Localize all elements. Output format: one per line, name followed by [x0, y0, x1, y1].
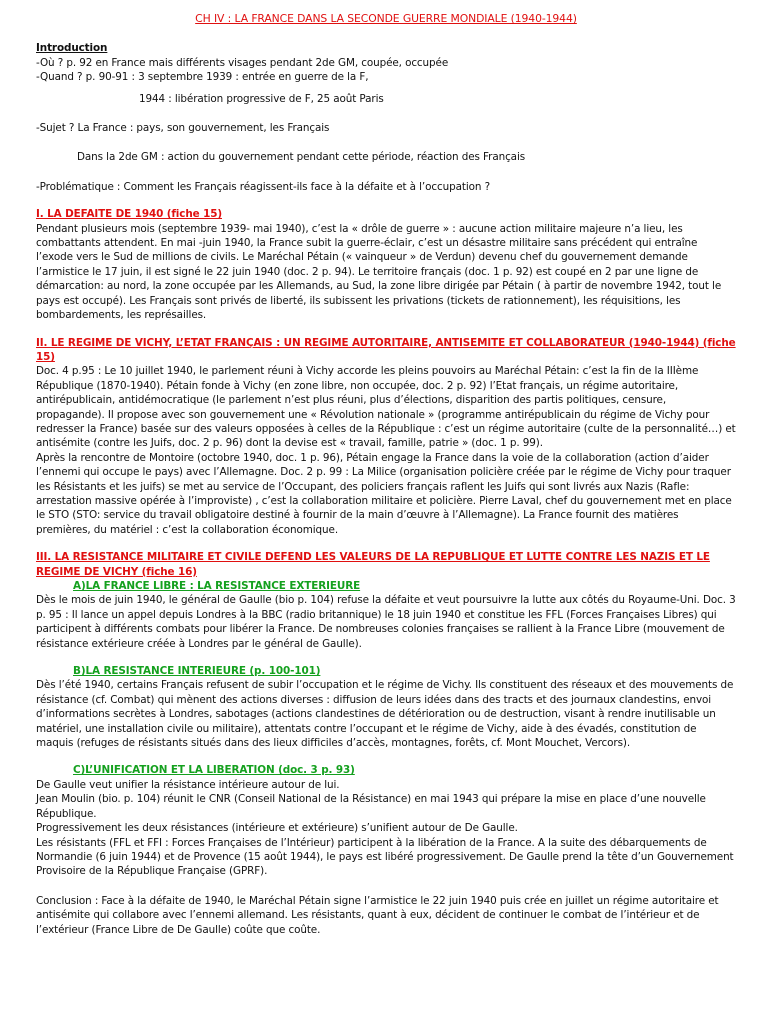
section-3a-body: Dès le mois de juin 1940, le général de Gaulle (bio p. 104) refuse la défaite et veut poursuivre la lutte aux côtés du Royaume-Uni. Doc. 3 p. 95 : Il lance un appel depuis Londres à la BBC (radio britannique) le 18 juin 1940 et constitue les FFL (Forces Françaises Libres) qui participent à différents combats pour libérer la France. De nombreuses colonies françaises se rallient à la France Libre (mouvement de résistance extérieure créée à Londres par le général de Gaulle). [36, 594, 736, 650]
section-3-title: III. LA RESISTANCE MILITAIRE ET CIVILE DEFEND LES VALEURS DE LA REPUBLIQUE ET LUTTE CONTRE LES NAZIS ET LE REGIME DE VICHY (fiche 16) [36, 551, 710, 578]
intro-heading: Introduction [36, 42, 108, 55]
section-2-title: II. LE REGIME DE VICHY, L’ETAT FRANÇAIS : UN REGIME AUTORITAIRE, ANTISEMITE ET COLLABORATEUR (1940-1944) (fiche 15) [36, 336, 736, 363]
intro-sujet: -Sujet ? La France : pays, son gouvernement, les Français [36, 122, 330, 135]
section-1-title: I. LA DEFAITE DE 1940 (fiche 15) [36, 208, 222, 221]
intro-liberation: 1944 : libération progressive de F, 25 août Paris [139, 92, 384, 105]
document-page [36, 12, 736, 937]
section-3b-title: B)LA RESISTANCE INTERIEURE (p. 100-101) [73, 665, 321, 678]
section-3c-line-2: Jean Moulin (bio. p. 104) réunit le CNR (Conseil National de la Résistance) en mai 1943 qui prépare la mise en place d’une nouvelle République. [36, 793, 706, 820]
section-3c-line-3: Progressivement les deux résistances (intérieure et extérieure) s’unifient autour de De Gaulle. [36, 822, 518, 835]
intro-quand: -Quand ? p. 90-91 : 3 septembre 1939 : entrée en guerre de la F, [36, 71, 369, 84]
section-3c-line-1: De Gaulle veut unifier la résistance intérieure autour de lui. [36, 778, 340, 791]
section-3c-title: C)L’UNIFICATION ET LA LIBERATION (doc. 3 p. 93) [73, 764, 355, 777]
intro-ou: -Où ? p. 92 en France mais différents visages pendant 2de GM, coupée, occupée [36, 56, 449, 69]
page-title: CH IV : LA FRANCE DANS LA SECONDE GUERRE MONDIALE (1940-1944) [195, 12, 577, 25]
section-2-para-2: Après la rencontre de Montoire (octobre 1940, doc. 1 p. 96), Pétain engage la France dans la voie de la collaboration (action d’aider l’ennemi qui occupe le pays) avec l’Allemagne. Doc. 2 p. 99 : La Milice (organisation policière créée par le régime de Vichy pour traquer les Résistants et les juifs) se met au service de l’Occupant, des policiers français raflent les Juifs qui sont livrés aux Nazis (Rafle: arrestation massive opérée à l’improviste) , c’est la collaboration militaire et policière. Pierre Laval, chef du gouvernement met en place le STO (STO: service du travail obligatoire destiné à fournir de la main d’œuvre à l’Allemagne). La France fournit des matières premières, du matériel : c’est la collaboration économique. [36, 451, 732, 536]
section-3c-line-4: Les résistants (FFL et FFI : Forces Françaises de l’Intérieur) participent à la libération de la France. A la suite des débarquements de Normandie (6 juin 1944) et de Provence (15 août 1944), le pays est libéré progressivement. De Gaulle prend la tête d’un Gouvernement Provisoire de la République Française (GPRF). [36, 836, 734, 878]
section-1-body: Pendant plusieurs mois (septembre 1939- mai 1940), c’est la « drôle de guerre » : aucune action militaire majeure n’a lieu, les combattants attendent. En mai -juin 1940, la France subit la guerre-éclair, c’est un désastre militaire sans précédent qui entraîne l’exode vers le Sud de millions de civils. Le Maréchal Pétain (« vainqueur » de Verdun) devenu chef du gouvernement demande l’armistice le 17 juin, il est signé le 22 juin 1940 (doc. 2 p. 94). Le territoire français (doc. 1 p. 92) est coupé en 2 par une ligne de démarcation: au nord, la zone occupée par les Allemands, au Sud, la zone libre dirigée par Pétain ( à partir de novembre 1942, tout le pays est occupé). Les Français sont privés de liberté, ils subissent les privations (tickets de rationnement), les réquisitions, les bombardements, les représailles. [36, 222, 722, 322]
section-3a-title: A)LA FRANCE LIBRE : LA RESISTANCE EXTERIEURE [73, 580, 361, 592]
conclusion: Conclusion : Face à la défaite de 1940, le Maréchal Pétain signe l’armistice le 22 juin 1940 puis crée en juillet un régime autoritaire et antisémite qui collabore avec l’ennemi allemand. Les résistants, quant à eux, décident de continuer le combat de l’intérieur et de l’extérieur (France Libre de De Gaulle) coûte que coûte. [36, 894, 719, 936]
section-3b-body: Dès l’été 1940, certains Français refusent de subir l’occupation et le régime de Vichy. Ils constituent des réseaux et des mouvements de résistance (cf. Combat) qui mènent des actions diverses : diffusion de leurs idées dans des tracts et des journaux clandestins, envoi d’informations secrètes à Londres, sabotages (actions clandestines de détérioration ou de destruction, visant à rendre inutilisable un matériel, une installation civile ou militaire), attentats contre l’occupant et le régime de Vichy, aide à des évadés, constitution de maquis (refuges de résistants situés dans des lieux difficiles d’accès, montagnes, forêts, cf. Mont Mouchet, Vercors). [36, 679, 734, 750]
intro-problematique: -Problématique : Comment les Français réagissent-ils face à la défaite et à l’occupation ? [36, 180, 490, 193]
section-2-para-1: Doc. 4 p.95 : Le 10 juillet 1940, le parlement réuni à Vichy accorde les pleins pouvoirs au Maréchal Pétain: c’est la fin de la IIIème République (1870-1940). Pétain fonde à Vichy (en zone libre, non occupée, doc. 2 p. 92) l’Etat français, un régime autoritaire, antirépublicain, antidémocratique (le parlement n’est plus réuni, plus d’élections, disparition des partis politiques, censure, propagande). Il propose avec son gouvernement une « Révolution nationale » (programme antirépublicain du régime de Vichy pour redresser la France) basée sur des valeurs opposées à celles de la République : c’est un régime autoritaire (culte de la personnalité…) et antisémite (contre les Juifs, doc. 2 p. 96) dont la devise est « travail, famille, patrie » (doc. 1 p. 99). [36, 365, 736, 450]
intro-dans: Dans la 2de GM : action du gouvernement pendant cette période, réaction des Français [77, 151, 526, 164]
